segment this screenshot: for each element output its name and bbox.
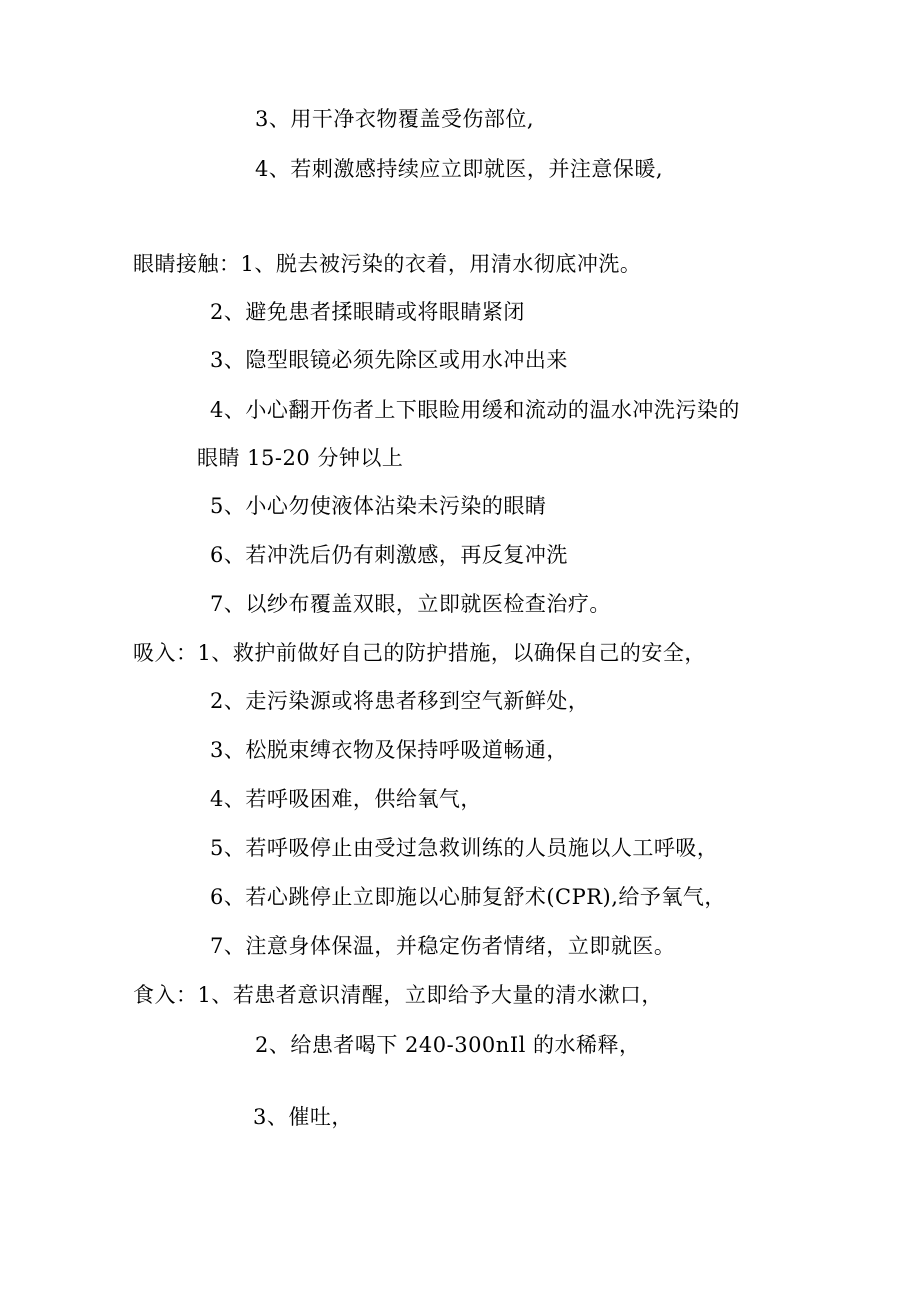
ingestion-heading-step-1: 食入：1、若患者意识清醒，立即给予大量的清水漱口， [133,983,663,1007]
inhalation-step-2: 2、走污染源或将患者移到空气新鲜处， [210,689,590,713]
eye-contact-heading-step-1: 眼睛接触：1、脱去被污染的衣着，用清水彻底冲洗。 [133,252,642,276]
eye-contact-step-4-cont: 眼睛 15-20 分钟以上 [197,446,404,470]
inhalation-heading-step-1: 吸入：1、救护前做好自己的防护措施，以确保自己的安全， [133,641,706,665]
skin-contact-step-3: 3、用干净衣物覆盖受伤部位, [255,107,535,131]
eye-contact-step-6: 6、若冲洗后仍有刺激感，再反复冲洗 [210,543,568,567]
ingestion-step-2: 2、给患者喝下 240-300nIl 的水稀释， [255,1033,641,1057]
eye-contact-step-2: 2、避免患者揉眼睛或将眼睛紧闭 [210,300,525,324]
eye-contact-step-5: 5、小心勿使液体沾染未污染的眼睛 [210,494,547,518]
eye-contact-step-4: 4、小心翻开伤者上下眼睑用缓和流动的温水冲洗污染的 [210,398,740,422]
inhalation-step-5: 5、若呼吸停止由受过急救训练的人员施以人工呼吸， [210,836,719,860]
ingestion-step-3: 3、催吐， [253,1105,353,1129]
skin-contact-step-4: 4、若刺激感持续应立即就医，并注意保暖, [255,157,664,181]
inhalation-step-7: 7、注意身体保温，并稳定伤者情绪，立即就医。 [210,934,676,958]
eye-contact-step-7: 7、以纱布覆盖双眼，立即就医检查治疗。 [210,592,611,616]
inhalation-step-3: 3、松脱束缚衣物及保持呼吸道畅通， [210,738,568,762]
inhalation-step-4: 4、若呼吸困难，供给氧气， [210,787,482,811]
eye-contact-step-3: 3、隐型眼镜必须先除区或用水冲出来 [210,348,568,372]
inhalation-step-6: 6、若心跳停止立即施以心肺复舒术(CPR),给予氧气， [210,885,726,909]
